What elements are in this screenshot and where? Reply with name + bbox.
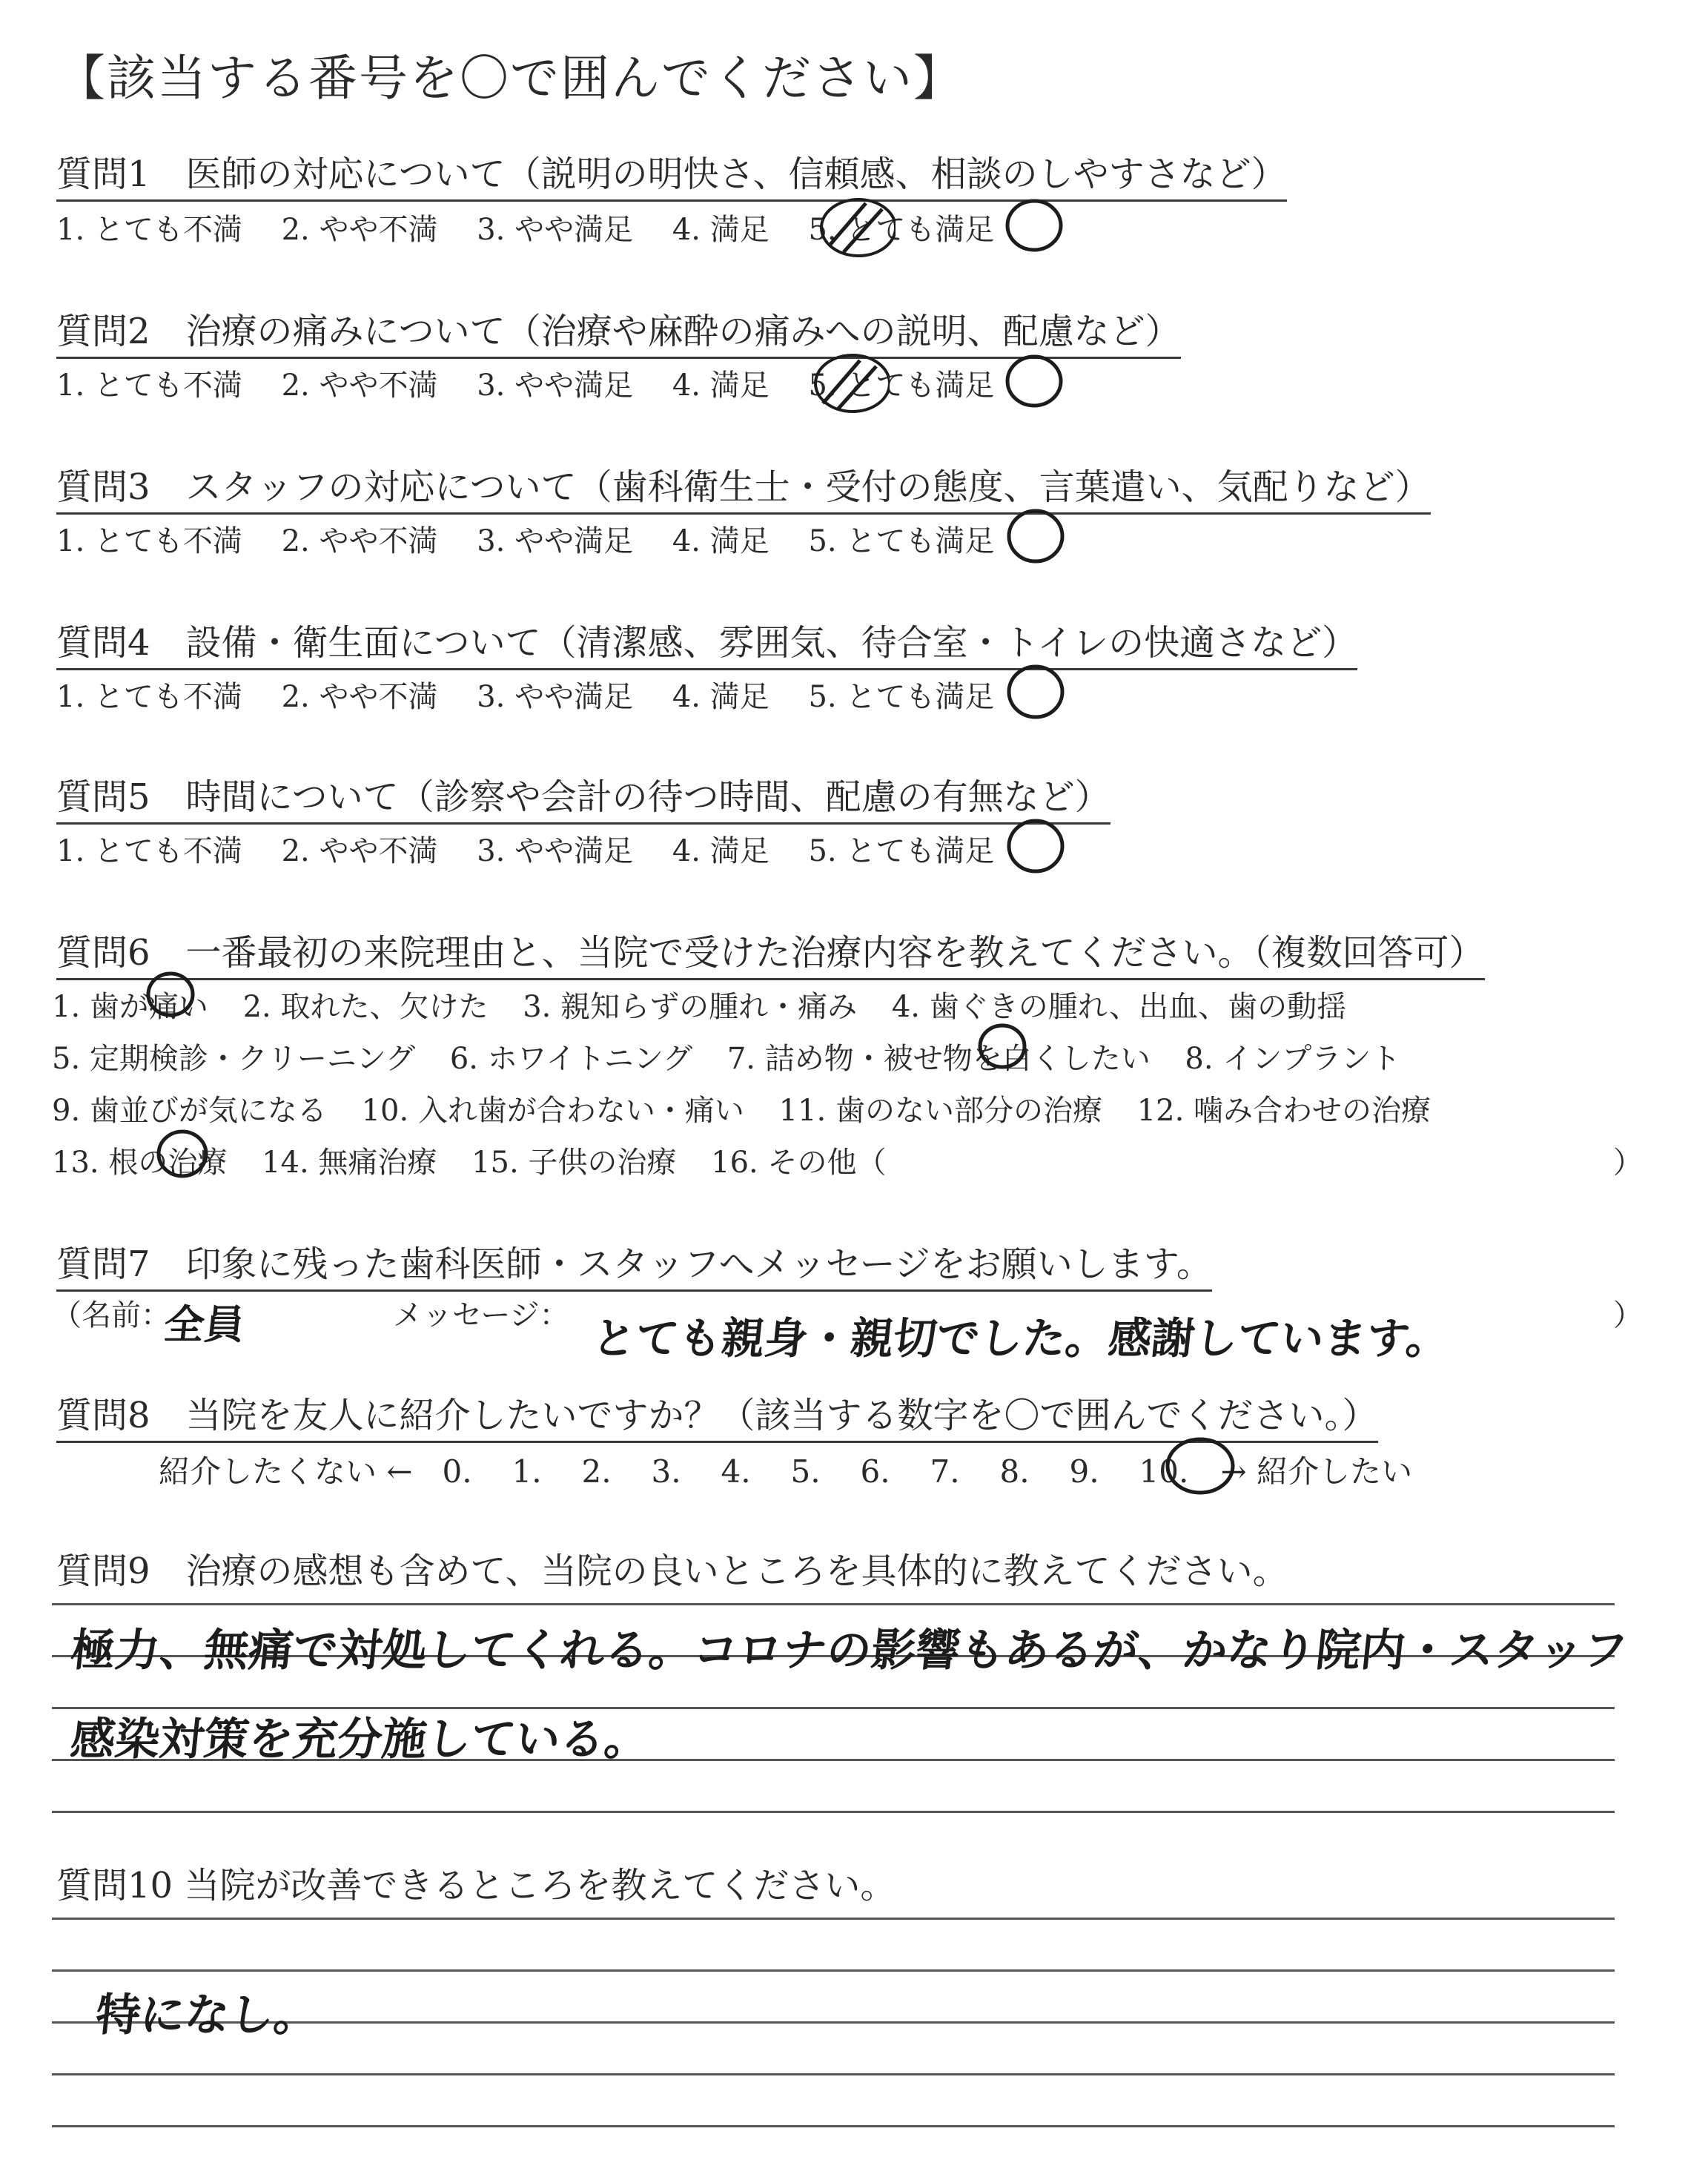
option-1[interactable]: 1. とても不満 — [56, 369, 242, 403]
option-4[interactable]: 4. 歯ぐきの腫れ、出血、歯の動揺 — [891, 990, 1347, 1024]
option-4[interactable]: 4. 満足 — [672, 834, 769, 868]
question-3-title: 質問3 スタッフの対応について（歯科衛生士・受付の態度、言葉遣い、気配りなど） — [56, 458, 1431, 515]
selected-circle-icon — [1002, 506, 1069, 567]
option-14[interactable]: 14. 無痛治療 — [262, 1146, 437, 1180]
check-mark-icon — [814, 194, 896, 261]
option-13[interactable]: 13. 根の治療 — [52, 1146, 228, 1180]
selected-circle-icon — [1001, 351, 1068, 411]
option-2[interactable]: 2. やや不満 — [281, 213, 438, 247]
question-7-title: 質問7 印象に残った歯科医師・スタッフへメッセージをお願いします。 — [56, 1235, 1212, 1292]
option-4[interactable]: 4. 満足 — [672, 524, 769, 558]
option-3[interactable]: 3. やや満足 — [477, 834, 634, 868]
question-3-options — [56, 518, 1024, 560]
option-2[interactable]: 2. 取れた、欠けた — [242, 990, 489, 1024]
option-12[interactable]: 12. 噛み合わせの治療 — [1136, 1094, 1431, 1128]
answer-line — [52, 1603, 1615, 1605]
option-3[interactable]: 3. 親知らずの腫れ・痛み — [523, 990, 858, 1024]
question-6-title: 質問6 一番最初の来院理由と、当院で受けた治療内容を教えてください。（複数回答可） — [56, 924, 1485, 980]
answer-line — [52, 1811, 1615, 1813]
option-5[interactable]: 5. とても満足 — [808, 834, 995, 868]
selected-circle-icon — [973, 1020, 1032, 1072]
q9-answer-line-2[interactable]: 感染対策を充分施している。 — [67, 1714, 652, 1766]
selected-circle-icon — [1002, 816, 1069, 876]
option-1[interactable]: 1. とても不満 — [56, 524, 242, 558]
q9-answer-line-1[interactable]: 極力、無痛で対処してくれる。コロナの影響もあるが、かなり院内・スタッフ — [67, 1625, 1631, 1677]
question-1-title: 質問1 医師の対応について（説明の明快さ、信頼感、相談のしやすさなど） — [56, 145, 1287, 202]
option-15[interactable]: 15. 子供の治療 — [471, 1146, 677, 1180]
option-1[interactable]: 1. とても不満 — [56, 680, 242, 714]
q7-name-label: （名前： — [52, 1298, 171, 1332]
check-mark-icon — [808, 350, 890, 417]
option-7[interactable]: 7. 詰め物・被せ物を白くしたい — [726, 1042, 1151, 1076]
q7-message-label: メッセージ： — [393, 1298, 569, 1332]
option-1[interactable]: 1. 歯が痛い — [52, 990, 208, 1024]
selected-circle-icon — [1002, 661, 1069, 722]
q8-option-9[interactable]: 9. — [1069, 1453, 1099, 1490]
answer-line — [52, 2125, 1615, 2127]
option-8[interactable]: 8. インプラント — [1185, 1042, 1401, 1076]
q8-option-1[interactable]: 1. — [512, 1453, 542, 1490]
q8-option-3[interactable]: 3. — [651, 1453, 681, 1490]
option-2[interactable]: 2. やや不満 — [281, 834, 438, 868]
q10-answer-line-1[interactable]: 特になし。 — [93, 1989, 322, 2041]
option-5[interactable]: 5. とても満足 — [808, 524, 995, 558]
option-1[interactable]: 1. とても不満 — [56, 834, 242, 868]
q8-option-4[interactable]: 4. — [721, 1453, 751, 1490]
selected-circle-icon — [141, 968, 200, 1020]
selected-circle-icon — [1161, 1434, 1239, 1498]
q7-name-value[interactable]: 全員 — [162, 1301, 247, 1348]
option-10[interactable]: 10. 入れ歯が合わない・痛い — [361, 1094, 744, 1128]
question-10-title: 質問10 当院が改善できるところを教えてください。 — [56, 1865, 896, 1906]
q8-option-7[interactable]: 7. — [930, 1453, 960, 1490]
option-4[interactable]: 4. 満足 — [672, 680, 769, 714]
option-16[interactable]: 16. その他（ — [711, 1146, 887, 1180]
option-5[interactable]: 5. とても満足 — [808, 680, 995, 714]
question-8-title: 質問8 当院を友人に紹介したいですか？（該当する数字を〇で囲んでください。） — [56, 1387, 1378, 1443]
answer-line — [52, 1969, 1615, 1972]
question-6-row-1 — [52, 983, 1371, 1025]
q7-message-value[interactable]: とても親身・親切でした。感謝しています。 — [589, 1313, 1452, 1364]
q8-option-0[interactable]: 0. — [442, 1453, 472, 1490]
option-3[interactable]: 3. やや満足 — [477, 680, 634, 714]
option-5[interactable]: 5. 定期検診・クリーニング — [52, 1042, 416, 1076]
q8-option-10[interactable]: 10. — [1139, 1453, 1189, 1490]
selected-circle-icon — [1001, 196, 1068, 255]
option-1[interactable]: 1. とても不満 — [56, 213, 242, 247]
option-3[interactable]: 3. やや満足 — [477, 369, 634, 403]
question-5-title: 質問5 時間について（診察や会計の待つ時間、配慮の有無など） — [56, 768, 1110, 825]
option-9[interactable]: 9. 歯並びが気になる — [52, 1094, 327, 1128]
option-11[interactable]: 11. 歯のない部分の治療 — [778, 1094, 1102, 1128]
question-4-title: 質問4 設備・衛生面について（清潔感、雰囲気、待合室・トイレの快適さなど） — [56, 614, 1357, 670]
q8-option-5[interactable]: 5. — [790, 1453, 821, 1490]
q8-option-8[interactable]: 8. — [999, 1453, 1030, 1490]
q8-option-6[interactable]: 6. — [860, 1453, 890, 1490]
question-6-row-3 — [52, 1087, 1456, 1129]
option-6[interactable]: 6. ホワイトニング — [449, 1042, 693, 1076]
page-instruction: 【該当する番号を〇で囲んでください】 — [56, 50, 964, 107]
option-2[interactable]: 2. やや不満 — [281, 524, 438, 558]
selected-circle-icon — [153, 1126, 212, 1182]
option-5[interactable]: 5. とても満足 — [808, 213, 995, 247]
q8-option-2[interactable]: 2. — [581, 1453, 612, 1490]
answer-line — [52, 2073, 1615, 2075]
q8-right-label: → 紹介したい — [1220, 1453, 1413, 1490]
option-4[interactable]: 4. 満足 — [672, 213, 769, 247]
other-close-paren: ） — [1613, 1146, 1643, 1180]
option-4[interactable]: 4. 満足 — [672, 369, 769, 403]
q7-close-paren: ） — [1613, 1298, 1643, 1332]
question-4-options — [56, 673, 1024, 716]
question-2-title: 質問2 治療の痛みについて（治療や麻酔の痛みへの説明、配慮など） — [56, 303, 1181, 359]
option-5[interactable]: 5. とても満足 — [808, 369, 995, 403]
q8-left-label: 紹介したくない ← — [159, 1453, 413, 1490]
option-3[interactable]: 3. やや満足 — [477, 524, 634, 558]
option-3[interactable]: 3. やや満足 — [477, 213, 634, 247]
question-9-title: 質問9 治療の感想も含めて、当院の良いところを具体的に教えてください。 — [56, 1550, 1288, 1592]
answer-line — [52, 1918, 1615, 1920]
option-2[interactable]: 2. やや不満 — [281, 680, 438, 714]
question-6-row-2 — [52, 1035, 1426, 1077]
option-2[interactable]: 2. やや不満 — [281, 369, 438, 403]
question-5-options — [56, 828, 1024, 870]
